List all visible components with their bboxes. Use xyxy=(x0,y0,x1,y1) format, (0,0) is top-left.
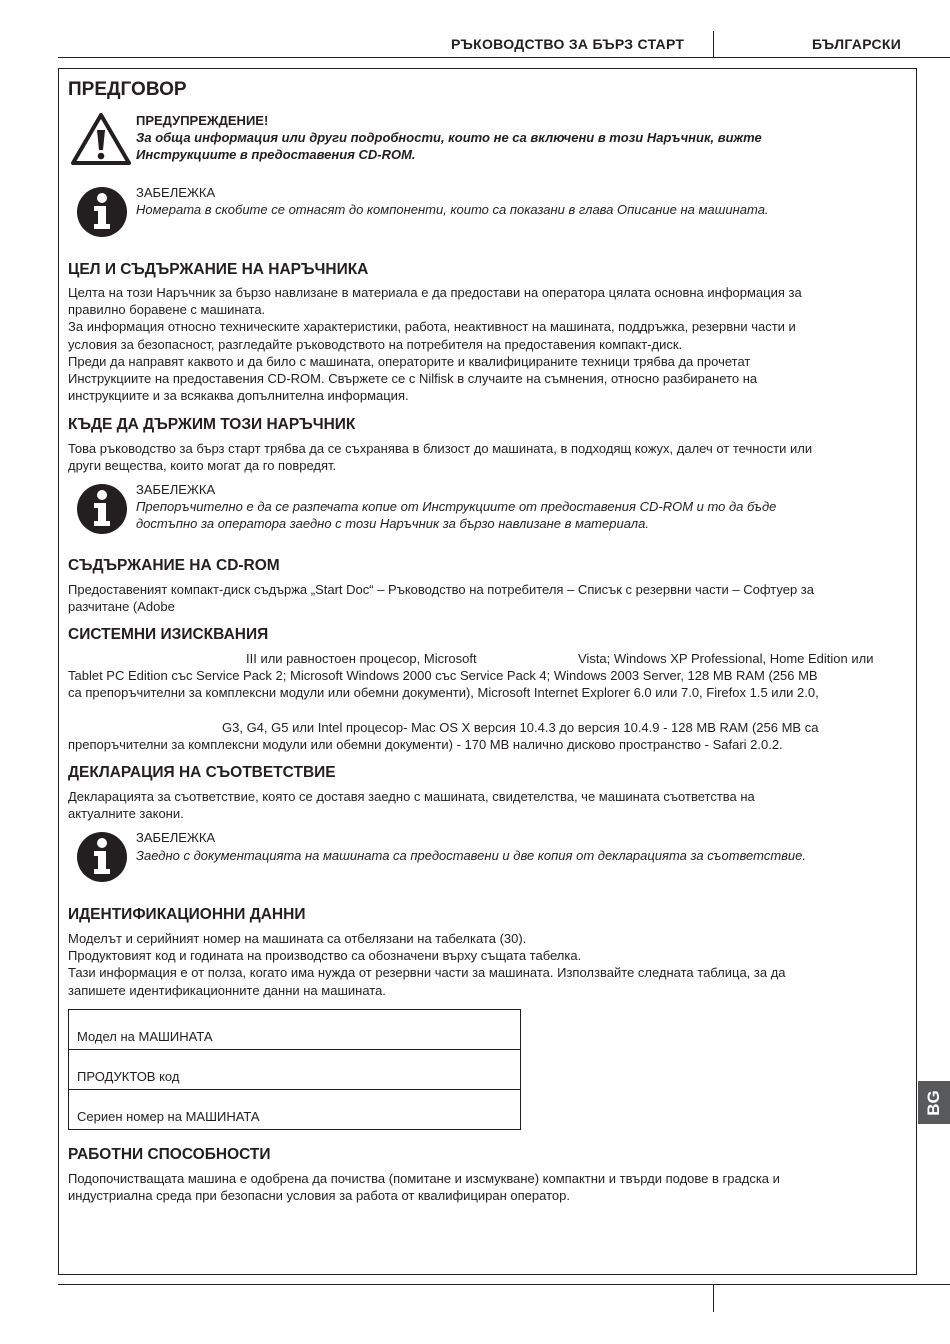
capabilities-body: Подопочистващата машина е одобрена да почиства (помитане и изсмукване) компактни и твърди подове в градска и индустриална среда при безопасни условия за работа от квалифициран оператор. xyxy=(68,1171,780,1204)
identification-table xyxy=(68,1009,521,1130)
requirements-line-3: са препоръчителни за комплексни модули или обемни документи), Microsoft Internet Explorer 6.0 или 7.0, Firefox 1.5 или 2.0, xyxy=(68,685,819,700)
note-text: Заедно с документацията на машината са предоставени и две копия от декларацията за съответствие. xyxy=(136,848,807,863)
requirements-line-4: G3, G4, G5 или Intel процесор- Mac OS X версия 10.4.3 до версия 10.4.9 - 128 MB RAM (256 MB са xyxy=(222,720,819,735)
cdrom-title: СЪДЪРЖАНИЕ НА CD-ROM xyxy=(68,557,280,574)
purpose-body: Целта на този Наръчник за бързо навлизане в материала е да предостави на оператора цялата основна информация за правилно боравене с машината. За информация относно техническите характеристики, работа, неактивност на машината, поддръжка, резервни части и условия за безопасност, разгледайте ръководството на потребителя на предоставения компакт-диск. Преди да направят каквото и да било с машината, операторите и квалифицираните техници трябва да прочетат Инструкциите на предоставения CD-ROM. Свържете се с Nilfisk в случаите на съмнения, относно разбирането на инструкциите и за всякаква допълнителна информация. xyxy=(68,285,802,404)
requirements-line-2: Tablet PC Edition със Service Pack 2; Microsoft Windows 2000 със Service Pack 4; Windows 2003 Server, 128 MB RAM (256 MB xyxy=(68,668,818,683)
declaration-title: ДЕКЛАРАЦИЯ НА СЪОТВЕТСТВИЕ xyxy=(68,764,336,781)
footer-separator xyxy=(713,1285,714,1312)
warning-icon xyxy=(70,112,132,166)
info-icon xyxy=(76,831,128,883)
language-tab: BG xyxy=(918,1081,950,1124)
requirements-line-1a: III или равностоен процесор, Microsoft xyxy=(246,651,477,666)
manual-title: РЪКОВОДСТВО ЗА БЪРЗ СТАРТ xyxy=(451,36,685,52)
note-label: ЗАБЕЛЕЖКА xyxy=(136,185,216,200)
info-icon xyxy=(76,483,128,535)
capabilities-title: РАБОТНИ СПОСОБНОСТИ xyxy=(68,1146,271,1163)
table-cell-product-code[interactable]: ПРОДУКТОВ код xyxy=(69,1050,521,1090)
table-cell-model[interactable]: Модел на МАШИНАТА xyxy=(69,1010,521,1050)
header-rule xyxy=(58,57,950,58)
warning-label: ПРЕДУПРЕЖДЕНИЕ! xyxy=(136,113,269,128)
header-separator xyxy=(713,31,714,58)
table-cell-serial-number[interactable]: Сериен номер на МАШИНАТА xyxy=(69,1090,521,1130)
note-text: Номерата в скобите се отнасят до компоненти, които са показани в глава Описание на машината. xyxy=(136,202,769,217)
requirements-line-5: препоръчителни за комплексни модули или обемни документи) - 170 MB налично дисково пространство - Safari 2.0.2. xyxy=(68,737,783,752)
note-label: ЗАБЕЛЕЖКА xyxy=(136,830,216,845)
note-label: ЗАБЕЛЕЖКА xyxy=(136,482,216,497)
where-to-keep-title: КЪДЕ ДА ДЪРЖИМ ТОЗИ НАРЪЧНИК xyxy=(68,416,356,433)
identification-body: Моделът и серийният номер на машината са отбелязани на табелката (30). Продуктовият код и годината на производство са обозначени върху същата табелка. Тази информация е от полза, когато има нужда от резервни части за машината. Използвайте следната таблица, за да запишете идентификационните данни на машината. xyxy=(68,931,786,998)
declaration-body: Декларацията за съответствие, която се доставя заедно с машината, свидетелства, че машината съответства на актуалните закони. xyxy=(68,789,755,822)
requirements-title: СИСТЕМНИ ИЗИСКВАНИЯ xyxy=(68,626,269,643)
where-to-keep-body: Това ръководство за бърз старт трябва да се съхранява в близост до машината, в подходящ кожух, далеч от течности или други вещества, които могат да го повредят. xyxy=(68,441,813,474)
note-text-1: Препоръчително е да се разпечата копие от Инструкциите от предоставения CD-ROM и то да бъде xyxy=(136,499,777,514)
cdrom-body: Предоставеният компакт-диск съдържа „Start Doc“ – Ръководство на потребителя – Списък с резервни части – Софтуер за разчитане (Adobe xyxy=(68,582,814,615)
preface-title: ПРЕДГОВОР xyxy=(68,79,187,100)
warning-text-2: Инструкциите в предоставения CD-ROM. xyxy=(136,147,416,162)
table-row xyxy=(69,1050,521,1090)
footer-rule xyxy=(58,1284,950,1285)
table-row xyxy=(69,1010,521,1050)
requirements-line-1b: Vista; Windows XP Professional, Home Edition или xyxy=(578,651,874,666)
info-icon xyxy=(76,186,128,238)
note-text-2: достъпно за оператора заедно с този Наръчник за бързо навлизане в материала. xyxy=(136,516,649,531)
warning-text-1: За обща информация или други подробности, които не са включени в този Наръчник, вижте xyxy=(136,130,762,145)
identification-title: ИДЕНТИФИКАЦИОННИ ДАННИ xyxy=(68,906,306,923)
table-row xyxy=(69,1090,521,1130)
language-label: БЪЛГАРСКИ xyxy=(812,36,902,52)
purpose-title: ЦЕЛ И СЪДЪРЖАНИЕ НА НАРЪЧНИКА xyxy=(68,261,369,278)
